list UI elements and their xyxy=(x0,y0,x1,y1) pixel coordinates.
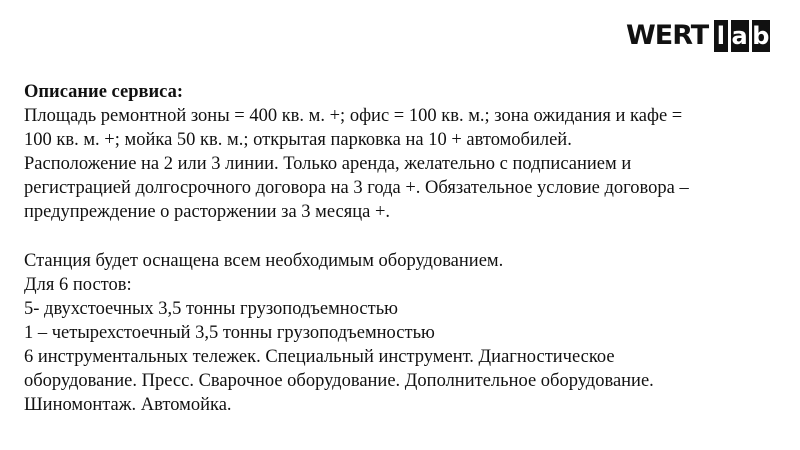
text-line: регистрацией долгосрочного договора на 3 года +. Обязательное условие договора – xyxy=(24,178,689,199)
logo-letter-box: b xyxy=(752,22,770,50)
brand-logo xyxy=(626,20,770,52)
logo-wordmark: WERT xyxy=(626,20,709,51)
text-line: Площадь ремонтной зоны = 400 кв. м. +; офис = 100 кв. м.; зона ожидания и кафе = xyxy=(24,106,683,127)
text-line: оборудование. Пресс. Сварочное оборудование. Дополнительное оборудование. xyxy=(24,371,654,392)
text-line: предупреждение о расторжении за 3 месяца +. xyxy=(24,202,391,223)
text-line: 100 кв. м. +; мойка 50 кв. м.; открытая парковка на 10 + автомобилей. xyxy=(24,130,572,151)
text-line: 6 инструментальных тележек. Специальный инструмент. Диагностическое xyxy=(24,347,615,368)
text-line: Расположение на 2 или 3 линии. Только аренда, желательно с подписанием и xyxy=(24,154,632,175)
logo-letter-box: a xyxy=(731,22,748,50)
text-line: Станция будет оснащена всем необходимым оборудованием. xyxy=(24,250,504,271)
document-body xyxy=(24,80,764,417)
document-heading: Описание сервиса: xyxy=(24,82,183,102)
logo-letter-box: l xyxy=(714,20,727,52)
text-line: 1 – четырехстоечный 3,5 тонны грузоподъемностью xyxy=(24,322,435,343)
text-line: Шиномонтаж. Автомойка. xyxy=(24,395,232,416)
text-line: 5- двухстоечных 3,5 тонны грузоподъемностью xyxy=(24,298,398,319)
text-line: Для 6 постов: xyxy=(24,274,132,295)
paragraph-spacer xyxy=(24,225,764,249)
